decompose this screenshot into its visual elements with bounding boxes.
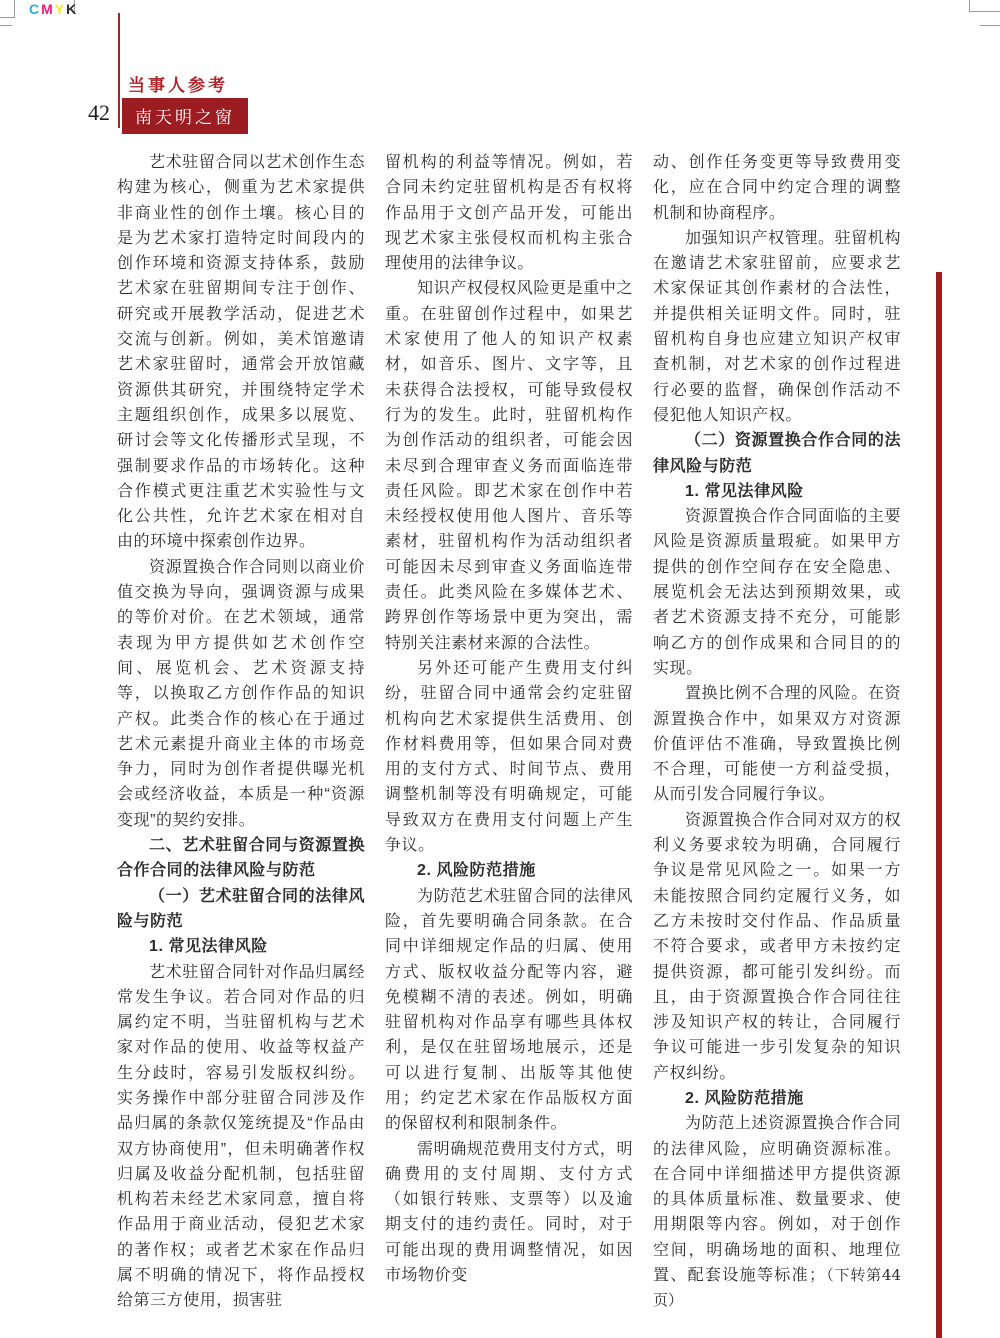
article-body	[117, 150, 902, 1314]
cmyk-letter-m: M	[41, 1, 55, 17]
cmyk-label	[29, 1, 78, 17]
crop-mark-top-right-v	[969, 0, 970, 11]
body-paragraph: 加强知识产权管理。驻留机构在邀请艺术家驻留前，应要求艺术家保证其创作素材的合法性，并提供相关证明文件。同时，驻留机构自身也应建立知识产权审查机制，对艺术家的创作过程进行必要的监督，确保创作活动不侵犯他人知识产权。	[653, 229, 901, 424]
body-paragraph: 艺术驻留合同以艺术创作生态构建为核心，侧重为艺术家提供非商业性的创作土壤。核心目的是为艺术家打造特定时间段内的创作环境和资源支持体系，鼓励艺术家在驻留期间专注于创作、研究或开展教学活动，促进艺术交流与创新。例如，美术馆邀请艺术家驻留时，通常会开放馆藏资源供其研究，并围绕特定学术主题组织创作，成果多以展览、研讨会等文化传播形式呈现，不强制要求作品的市场转化。这种合作模式更注重艺术实验性与文化公共性，允许艺术家在相对自由的环境中探索创作边界。	[117, 154, 365, 551]
body-paragraph: 动、创作任务变更等导致费用变化，应在合同中约定合理的调整机制和协商程序。	[653, 154, 901, 222]
crop-mark-top-right-h1	[969, 11, 1000, 12]
numbered-subheading: 2. 风险防范措施	[685, 1089, 804, 1107]
section-heading: （二）资源置换合作合同的法律风险与防范	[653, 432, 901, 475]
article-column-1	[117, 150, 365, 1314]
section-label: 当事人参考	[128, 76, 228, 95]
numbered-subheading: 1. 常见法律风险	[685, 482, 804, 500]
body-paragraph: 为防范上述资源置换合作合同的法律风险，应明确资源标准。在合同中详细描述甲方提供资源的具体质量标准、数量要求、使用期限等内容。例如，对于创作空间，明确场地的面积、地理位置、配套设施等标准；（下转第44页）	[653, 1115, 901, 1310]
body-paragraph: 资源置换合作合同则以商业价值交换为导向，强调资源与成果的等价对价。在艺术领域，通常表现为甲方提供如艺术创作空间、展览机会、艺术资源支持等，以换取乙方创作作品的知识产权。此类合作的核心在于通过艺术元素提升商业主体的市场竞争力，同时为创作者提供曝光机会或经济收益，本质是一种“资源变现”的契约安排。	[117, 558, 365, 829]
cmyk-letter-k: K	[66, 1, 79, 17]
cmyk-letter-c: C	[29, 1, 42, 17]
numbered-subheading: 2. 风险防范措施	[417, 862, 536, 880]
body-paragraph: 资源置换合作合同对双方的权利义务要求较为明确，合同履行争议是常见风险之一。如果一方未能按照合同约定履行义务，如乙方未按时交付作品、作品质量不符合要求，或者甲方未按约定提供资源，都可能引发纠纷。而且，由于资源置换合作合同往往涉及知识产权的转让，合同履行争议可能进一步引发复杂的知识产权纠纷。	[653, 811, 901, 1082]
crop-mark-top-left	[0, 0, 15, 18]
masthead-box: 南天明之窗	[122, 98, 248, 134]
article-column-2	[385, 150, 633, 1314]
body-paragraph: 需明确规范费用支付方式，明确费用的支付周期、支付方式（如银行转账、支票等）以及逾期支付的违约责任。同时，对于可能出现的费用调整情况，如因市场物价变	[385, 1140, 633, 1285]
numbered-subheading: 1. 常见法律风险	[149, 938, 268, 956]
article-column-3	[653, 150, 901, 1314]
body-paragraph: 艺术驻留合同针对作品归属经常发生争议。若合同对作品的归属约定不明，当驻留机构与艺术家对作品的使用、收益等权益产生分歧时，容易引发版权纠纷。实务操作中部分驻留合同涉及作品归属的条款仅笼统提及“作品由双方协商使用”，但未明确著作权归属及收益分配机制，包括驻留机构若未经艺术家同意，擅自将作品用于商业活动，侵犯艺术家的著作权；或者艺术家在作品归属不明确的情况下，将作品授权给第三方使用，损害驻	[117, 963, 365, 1310]
body-paragraph: 留机构的利益等情况。例如，若合同未约定驻留机构是否有权将作品用于文创产品开发，可能出现艺术家主张侵权而机构主张合理使用的法律争议。	[385, 154, 633, 273]
body-paragraph: 置换比例不合理的风险。在资源置换合作中，如果双方对资源价值评估不准确，导致置换比例不合理，可能使一方利益受损，从而引发合同履行争议。	[653, 685, 901, 804]
cmyk-letter-y: Y	[54, 1, 67, 17]
crop-mark-top-right-h2	[980, 25, 1000, 26]
header-red-rule	[118, 13, 120, 128]
right-red-bar	[936, 272, 942, 1338]
body-paragraph: 资源置换合作合同面临的主要风险是资源质量瑕疵。如果甲方提供的创作空间存在安全隐患、展览机会无法达到预期效果，或者艺术资源支持不充分，可能影响乙方的创作成果和合同目的的实现。	[653, 508, 901, 677]
page-number: 42	[88, 100, 110, 125]
continued-on-page-note: （下转第44页）	[653, 1266, 901, 1310]
body-paragraph: 另外还可能产生费用支付纠纷，驻留合同中通常会约定驻留机构向艺术家提供生活费用、创作材料费用等，但如果合同对费用的支付方式、时间节点、费用调整机制等没有明确规定，可能导致双方在费用支付问题上产生争议。	[385, 659, 633, 855]
section-heading: 二、艺术驻留合同与资源置换合作合同的法律风险与防范	[117, 837, 365, 880]
crop-mark-top-left-line	[0, 25, 12, 26]
body-paragraph: 为防范艺术驻留合同的法律风险，首先要明确合同条款。在合同中详细规定作品的归属、使用方式、版权收益分配等内容，避免模糊不清的表述。例如，明确驻留机构对作品享有哪些具体权利，是仅在驻留场地展示，还是可以进行复制、出版等其他使用；约定艺术家在作品版权方面的保留权利和限制条件。	[385, 887, 633, 1133]
section-heading: （一）艺术驻留合同的法律风险与防范	[117, 887, 365, 930]
body-paragraph: 知识产权侵权风险更是重中之重。在驻留创作过程中，如果艺术家使用了他人的知识产权素材，如音乐、图片、文字等，且未获得合法授权，可能导致侵权行为的发生。此时，驻留机构作为创作活动的组织者，可能会因未尽到合理审查义务而面临连带责任风险。即艺术家在创作中若未经授权使用他人图片、音乐等素材，驻留机构作为活动组织者可能因未尽到审查义务面临连带责任。此类风险在多媒体艺术、跨界创作等场景中更为突出，需特别关注素材来源的合法性。	[385, 280, 633, 652]
